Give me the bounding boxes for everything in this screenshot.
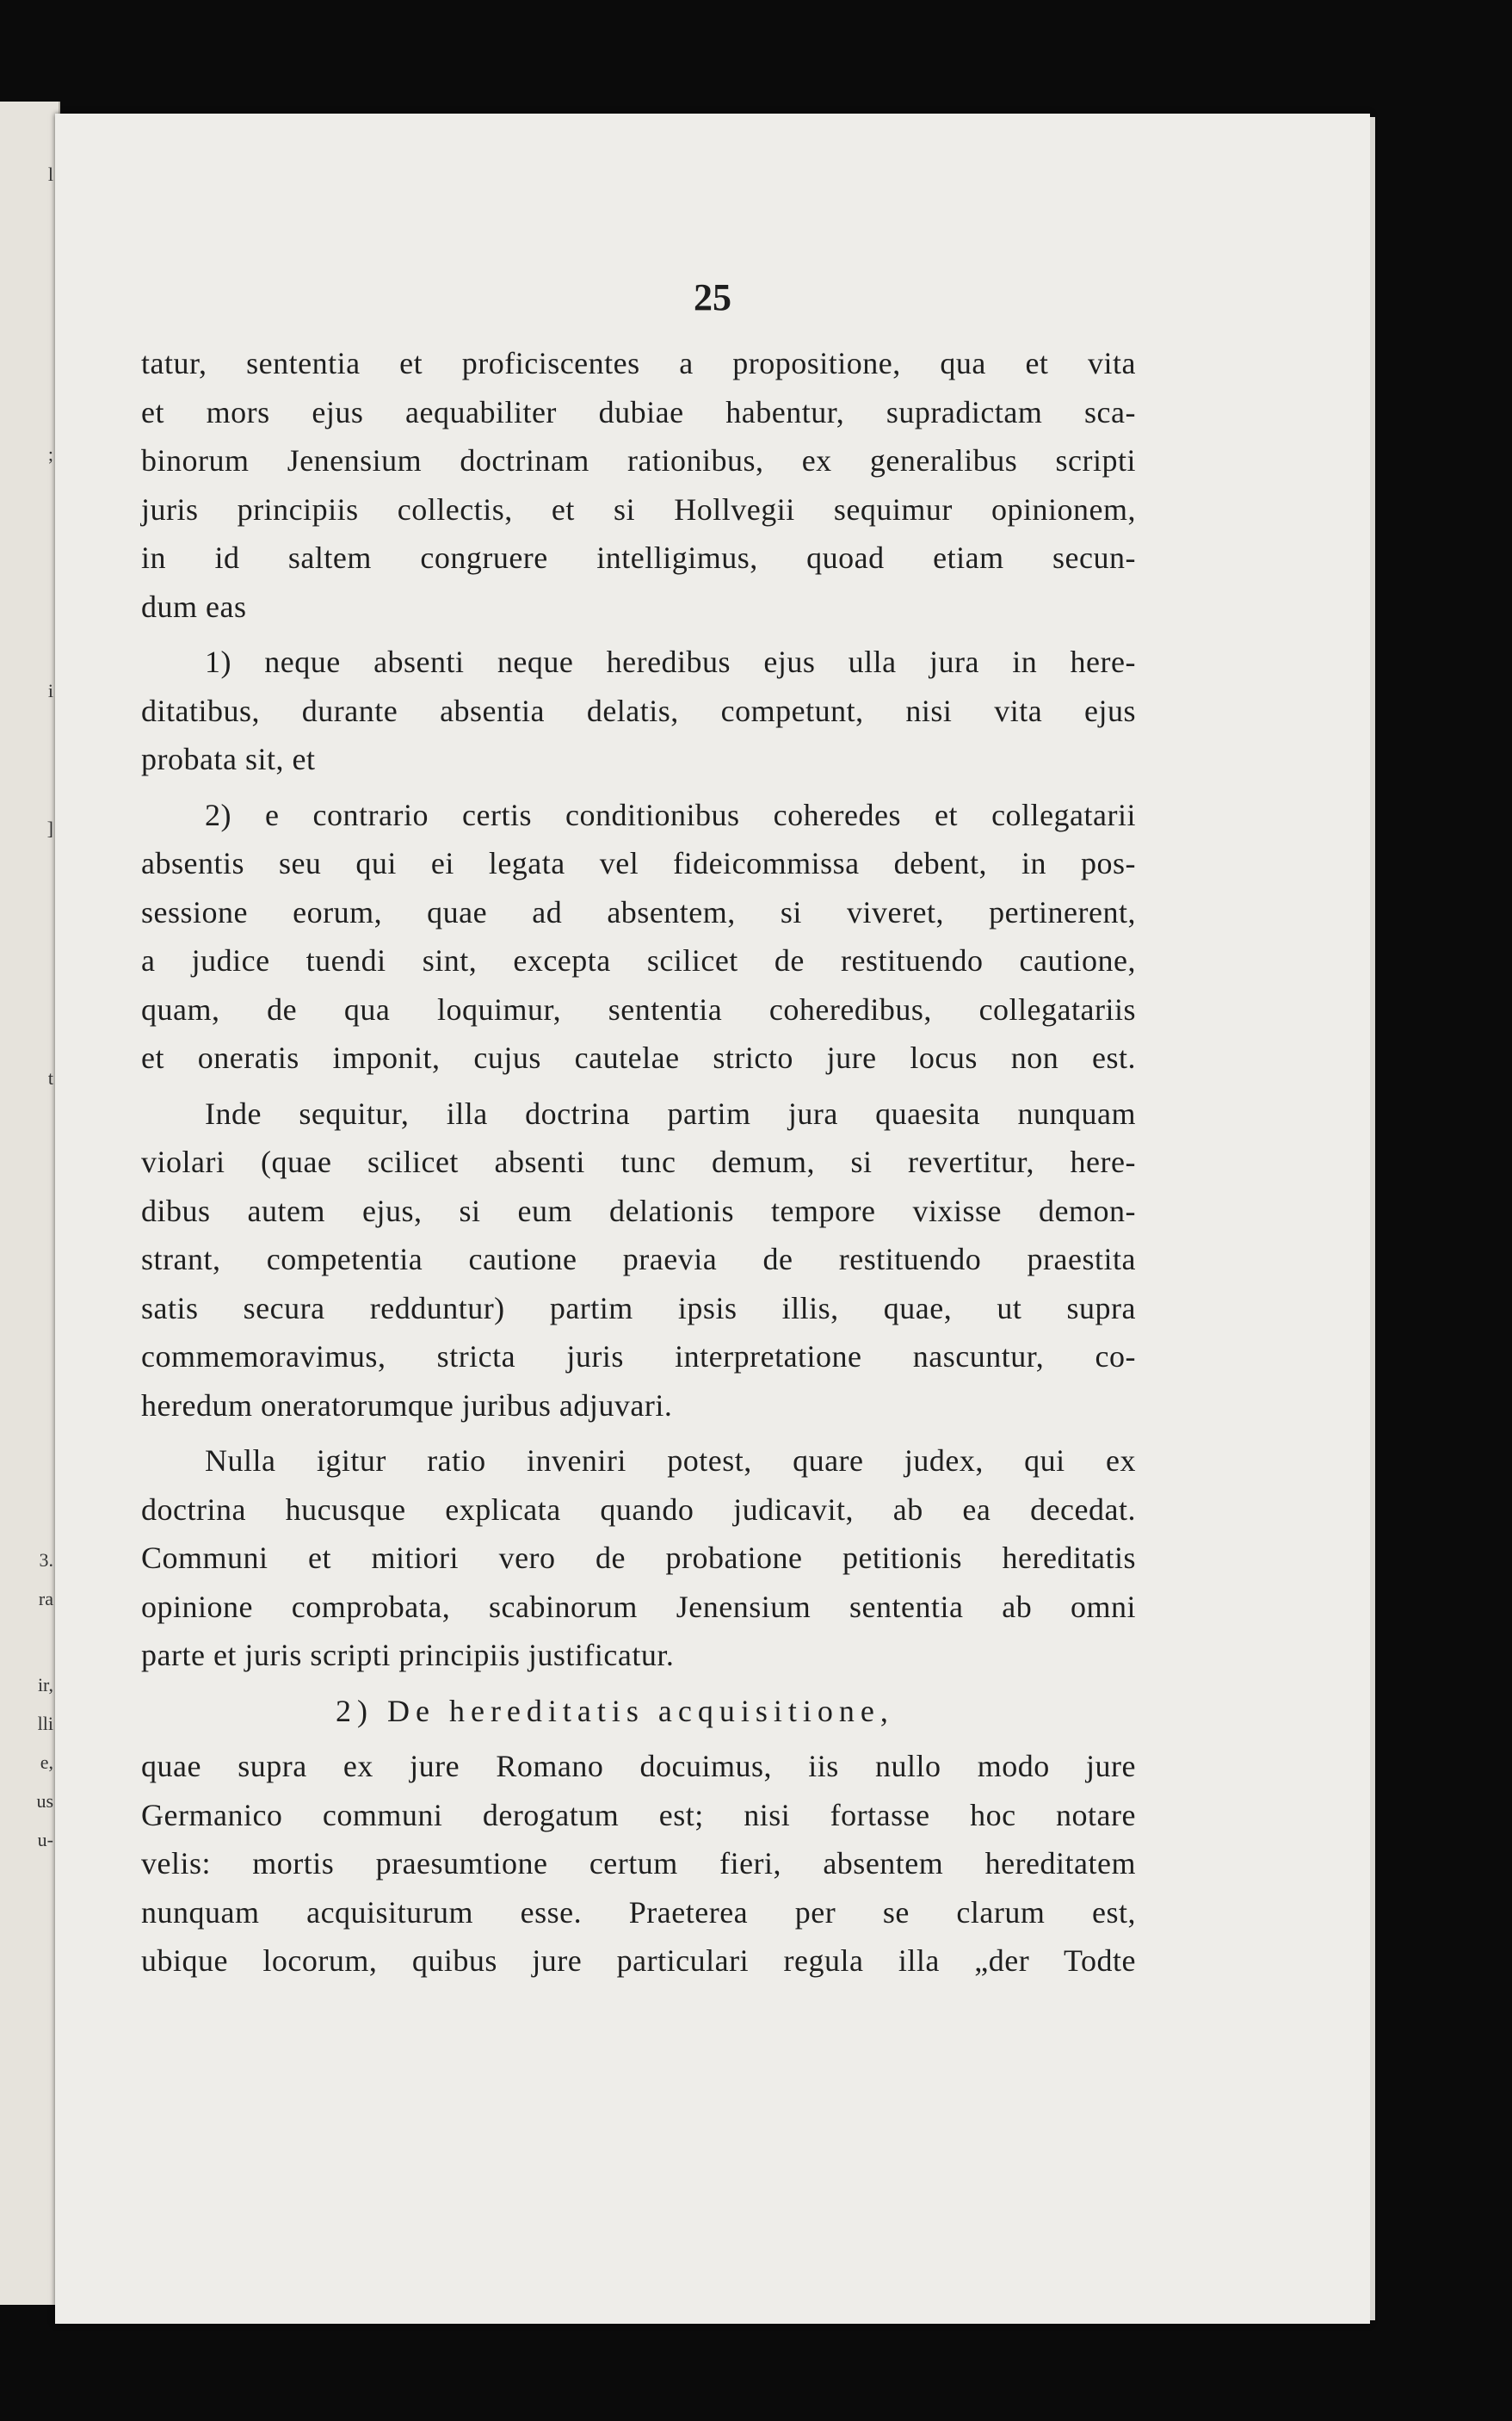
book-page	[55, 114, 1370, 2324]
text-line: ditatibus, durante absentia delatis, competunt, nisi vita ejus	[141, 693, 1136, 728]
text-line: parte et juris scripti principiis justificatur.	[141, 1638, 675, 1672]
text-line: opinione comprobata, scabinorum Jenensium sententia ab omni	[141, 1589, 1136, 1624]
text-line: probata sit, et	[141, 742, 316, 776]
facing-page-fragment: ir,	[37, 1674, 53, 1695]
paragraph-gap	[141, 631, 1136, 638]
facing-page-fragment: 3.	[39, 1549, 53, 1571]
text-line: 2) e contrario certis conditionibus coheredes et collegatarii	[205, 797, 1136, 832]
paragraph-gap	[141, 784, 1136, 791]
facing-page-fragment: e,	[40, 1751, 53, 1773]
paragraph-gap	[141, 1680, 1136, 1687]
page-edge	[1370, 117, 1375, 2320]
text-line: 1) neque absenti neque heredibus ejus ulla jura in here-	[205, 645, 1136, 679]
paragraph-gap	[141, 1083, 1136, 1090]
facing-page-fragment: t	[47, 1067, 53, 1089]
text-line: et mors ejus aequabiliter dubiae habentur, supradictam sca-	[141, 394, 1136, 429]
facing-page-fragment: ]	[46, 818, 53, 839]
text-line: tatur, sententia et proficiscentes a propositione, qua et vita	[141, 346, 1136, 380]
text-line: heredum oneratorumque juribus adjuvari.	[141, 1387, 673, 1423]
section-heading: 2) De hereditatis acquisitione,	[336, 1693, 894, 1728]
text-line: Nulla igitur ratio inveniri potest, quare judex, qui ex	[205, 1443, 1136, 1478]
text-line: quam, de qua loquimur, sententia coheredibus, collegatariis	[141, 991, 1136, 1027]
text-line: in id saltem congruere intelligimus, quoad etiam secun-	[141, 540, 1136, 575]
facing-page-fragment: lli	[37, 1713, 53, 1734]
text-line: ubique locorum, quibus jure particulari regula illa „der Todte	[141, 1943, 1136, 1978]
facing-page-fragment: ;	[47, 443, 53, 465]
text-line: dum eas	[141, 589, 247, 624]
page-body-text	[141, 339, 1136, 1986]
facing-page-fragment: l	[47, 164, 53, 185]
facing-page-fragment: u-	[37, 1829, 53, 1850]
paragraph-gap	[141, 1430, 1136, 1436]
text-line: et oneratis imponit, cujus cautelae stricto jure locus non est.	[141, 1041, 1136, 1075]
text-line: Inde sequitur, illa doctrina partim jura quaesita nunquam	[205, 1096, 1136, 1131]
text-line: absentis seu qui ei legata vel fideicommissa debent, in pos-	[141, 846, 1136, 880]
text-line: a judice tuendi sint, excepta scilicet de restituendo cautione,	[141, 943, 1136, 978]
text-line: dibus autem ejus, si eum delationis tempore vixisse demon-	[141, 1193, 1136, 1228]
text-line: juris principiis collectis, et si Hollvegii sequimur opinionem,	[141, 491, 1136, 527]
page-number: 25	[694, 276, 731, 318]
text-line: strant, competentia cautione praevia de restituendo praestita	[141, 1242, 1136, 1276]
text-line: commemoravimus, stricta juris interpretatione nascuntur, co-	[141, 1339, 1136, 1374]
text-line: doctrina hucusque explicata quando judicavit, ab ea decedat.	[141, 1492, 1136, 1527]
facing-page-fragment: us	[36, 1790, 53, 1812]
text-line: velis: mortis praesumtione certum fieri, absentem hereditatem	[141, 1846, 1136, 1881]
text-line: nunquam acquisiturum esse. Praeterea per se clarum est,	[141, 1894, 1136, 1930]
facing-page-fragment: i	[47, 680, 53, 701]
paragraph-gap	[141, 1735, 1136, 1742]
text-line: violari (quae scilicet absenti tunc demum, si revertitur, here-	[141, 1145, 1136, 1179]
text-line: binorum Jenensium doctrinam rationibus, ex generalibus scripti	[141, 443, 1136, 478]
text-line: Germanico communi derogatum est; nisi fortasse hoc notare	[141, 1797, 1136, 1832]
text-line: satis secura redduntur) partim ipsis illis, quae, ut supra	[141, 1290, 1136, 1325]
text-line: Communi et mitiori vero de probatione petitionis hereditatis	[141, 1541, 1136, 1575]
text-line: sessione eorum, quae ad absentem, si viveret, pertinerent,	[141, 894, 1136, 929]
facing-page-fragment: ra	[38, 1588, 53, 1609]
facing-page-edge	[0, 102, 60, 2305]
text-line: quae supra ex jure Romano docuimus, iis nullo modo jure	[141, 1749, 1136, 1783]
